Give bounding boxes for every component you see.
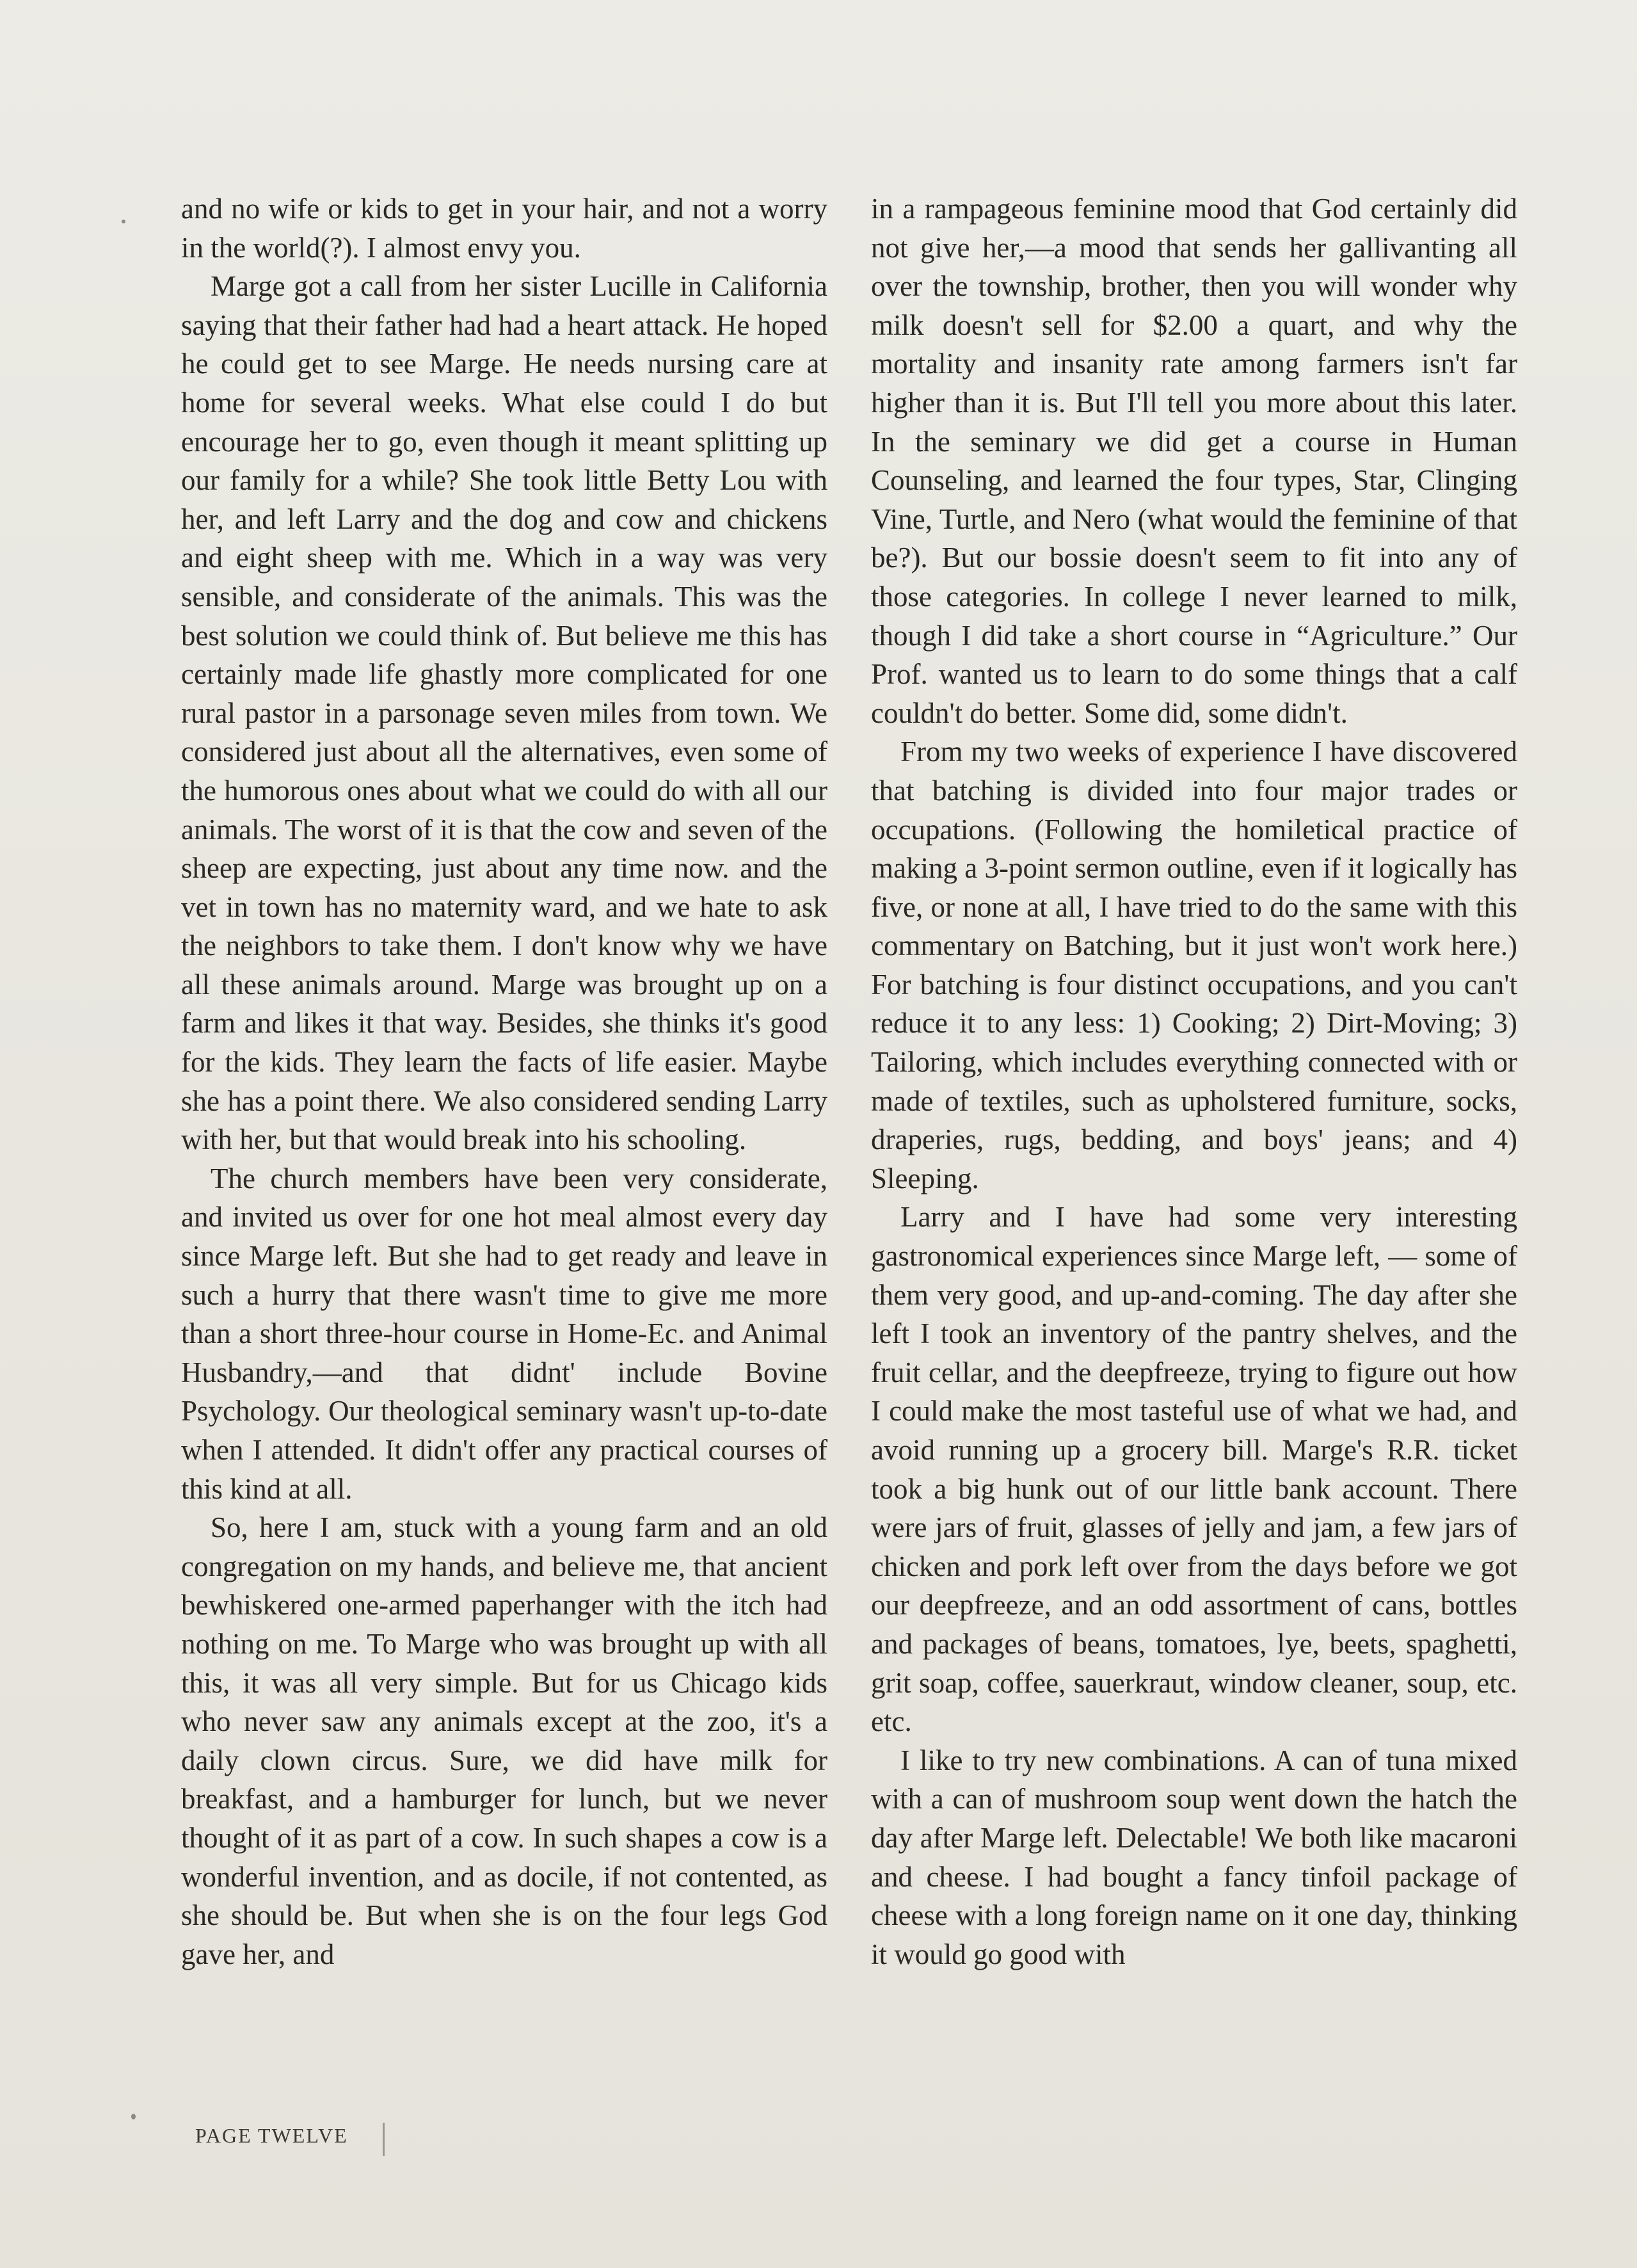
- paragraph: So, here I am, stuck with a young farm and an old congregation on my hands, and believe me, that ancient bewhiskered one-armed paperhanger with the itch had nothing on me. To Marge who was brought up with all this, it was all very simple. But for us Chicago kids who never saw any animals except at the zoo, it's a daily clown circus. Sure, we did have milk for breakfast, and a hamburger for lunch, but we never thought of it as part of a cow. In such shapes a cow is a wonderful invention, and as docile, if not contented, as she should be. But when she is on the four legs God gave her, and: [181, 1511, 827, 1970]
- page-number-label: PAGE TWELVE: [195, 2124, 348, 2147]
- paragraph: I like to try new combinations. A can of tuna mixed with a can of mushroom soup went down the hatch the day after Marge left. Delectable! We both like macaroni and cheese. I had bought a fancy tinfoil package of cheese with a long foreign name on it one day, thinking it would go good with: [871, 1744, 1517, 1970]
- footer-divider: [383, 2123, 385, 2156]
- paragraph: The church members have been very considerate, and invited us over for one hot meal almost every day since Marge left. But she had to get ready and leave in such a hurry that there wasn't time to give me more than a short three-hour course in Home-Ec. and Animal Husbandry,—and that didnt' include Bovine Psychology. Our theological seminary wasn't up-to-date when I attended. It didn't offer any practical courses of this kind at all.: [181, 1162, 827, 1505]
- paragraph: From my two weeks of experience I have discovered that batching is divided into four major trades or occupations. (Following the homiletical practice of making a 3-point sermon outline, even if it logically has five, or none at all, I have tried to do the same with this commentary on Batching, but it just won't work here.) For batching is four distinct occupations, and you can't reduce it to any less: 1) Cooking; 2) Dirt-Moving; 3) Tailoring, which includes everything connected with or made of textiles, such as upholstered furniture, socks, draperies, rugs, bedding, and boys' jeans; and 4) Sleeping.: [871, 736, 1517, 1194]
- page-speck: [131, 2114, 136, 2119]
- paragraph: in a rampageous feminine mood that God certainly did not give her,—a mood that sends her gallivanting all over the township, brother, then you will wonder why milk doesn't sell for $2.00 a quart, and why the mortality and insanity rate among farmers isn't far higher than it is. But I'll tell you more about this later. In the seminary we did get a course in Human Counseling, and learned the four types, Star, Clinging Vine, Turtle, and Nero (what would the feminine of that be?). But our bossie doesn't seem to fit into any of those categories. In college I never learned to milk, though I did take a short course in “Agriculture.” Our Prof. wanted us to learn to do some things that a calf couldn't do better. Some did, some didn't.: [871, 193, 1517, 729]
- paragraph: Larry and I have had some very interesting gastronomical experiences since Marge left, — some of them very good, and up-and-coming. The day after she left I took an inventory of the pantry shelves, and the fruit cellar, and the deepfreeze, trying to figure out how I could make the most tasteful use of what we had, and avoid running up a grocery bill. Marge's R.R. ticket took a big hunk out of our little bank account. There were jars of fruit, glasses of jelly and jam, a few jars of chicken and pork left over from the days before we got our deepfreeze, and an odd assortment of cans, bottles and packages of beans, tomatoes, lye, beets, spaghetti, grit soap, coffee, sauerkraut, window cleaner, soup, etc. etc.: [871, 1201, 1517, 1738]
- left-column: [181, 189, 827, 1974]
- page-speck: [122, 220, 125, 223]
- paragraph: Marge got a call from her sister Lucille in California saying that their father had had a heart attack. He hoped he could get to see Marge. He needs nursing care at home for several weeks. What else could I do but encourage her to go, even though it meant splitting up our family for a while? She took little Betty Lou with her, and left Larry and the dog and cow and chickens and eight sheep with me. Which in a way was very sensible, and considerate of the animals. This was the best solution we could think of. But believe me this has certainly made life ghastly more complicated for one rural pastor in a parsonage seven miles from town. We considered just about all the alternatives, even some of the humorous ones about what we could do with all our animals. The worst of it is that the cow and seven of the sheep are expecting, just about any time now. and the vet in town has no maternity ward, and we hate to ask the neighbors to take them. I don't know why we have all these animals around. Marge was brought up on a farm and likes it that way. Besides, she thinks it's good for the kids. They learn the facts of life easier. Maybe she has a point there. We also considered sending Larry with her, but that would break into his schooling.: [181, 270, 827, 1156]
- right-column: [871, 189, 1517, 1974]
- paragraph: and no wife or kids to get in your hair, and not a worry in the world(?). I almost envy you.: [181, 193, 827, 264]
